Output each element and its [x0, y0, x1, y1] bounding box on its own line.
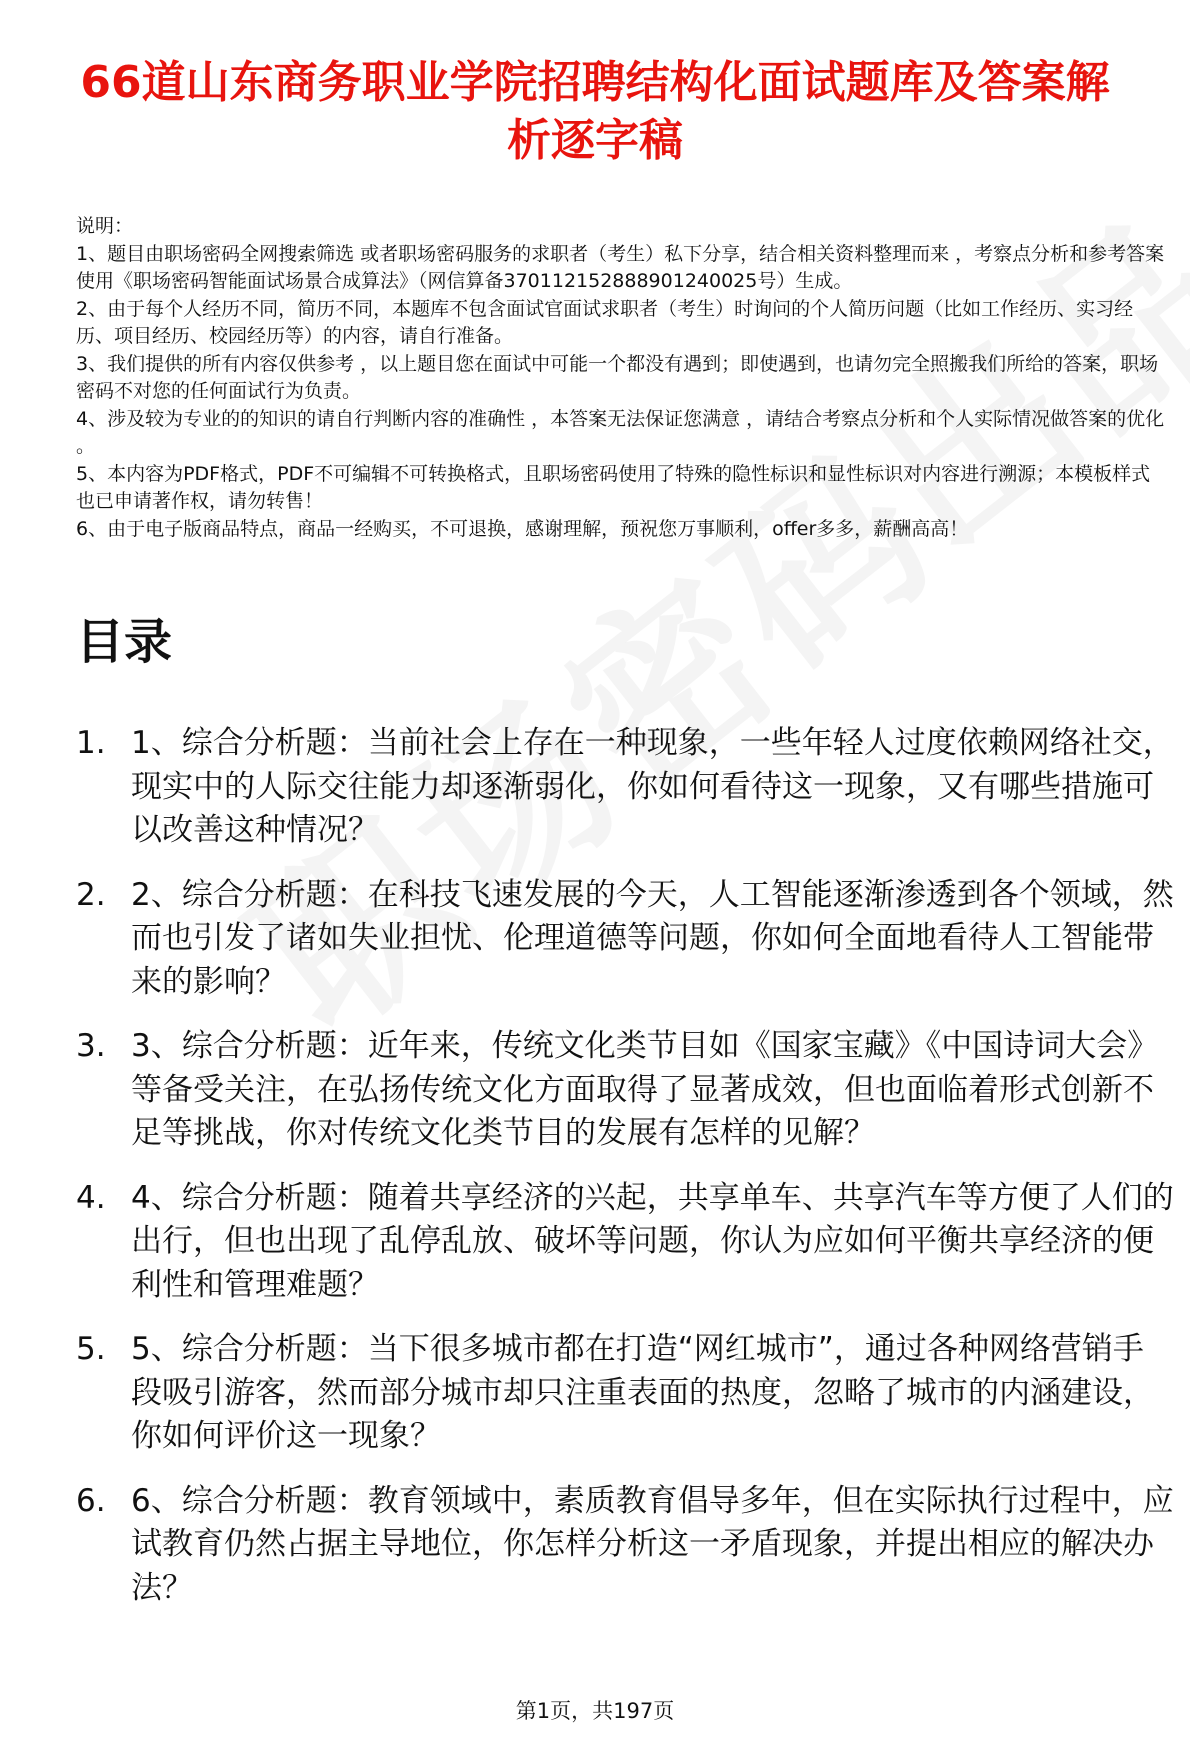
note-item: 6、由于电子版商品特点，商品一经购买，不可退换，感谢理解，预祝您万事顺利，offer多多，薪酬高高！: [76, 517, 969, 540]
toc-item-number: 5.: [76, 1331, 106, 1367]
toc-item[interactable]: [76, 1025, 1174, 1156]
toc-item-number: 1.: [76, 725, 106, 761]
toc-item-number: 2.: [76, 876, 106, 913]
toc-heading: 目录: [76, 614, 173, 670]
toc-item-text[interactable]: 5、综合分析题：当下很多城市都在打造“网红城市”，通过各种网络营销手段吸引游客，然而部分城市却只注重表面的热度，忽略了城市的内涵建设，你如何评价这一现象？: [131, 1331, 1154, 1454]
document-title: 66道山东商务职业学院招聘结构化面试题库及答案解析逐字稿: [80, 57, 1110, 166]
toc-item[interactable]: [76, 874, 1174, 1005]
notes-section: [76, 213, 1166, 543]
toc-item-text[interactable]: 3、综合分析题：近年来，传统文化类节目如《国家宝藏》《中国诗词大会》等备受关注，在弘扬传统文化方面取得了显著成效，但也面临着形式创新不足等挑战，你对传统文化类节目的发展有怎样的见解？: [131, 1028, 1159, 1151]
toc-item-text[interactable]: 4、综合分析题：随着共享经济的兴起，共享单车、共享汽车等方便了人们的出行，但也出现了乱停乱放、破坏等问题，你认为应如何平衡共享经济的便利性和管理难题？: [131, 1179, 1174, 1303]
note-item: 3、我们提供的所有内容仅供参考 ，以上题目您在面试中可能一个都没有遇到；即使遇到，也请勿完全照搬我们所给的答案，职场密码不对您的任何面试行为负责。: [76, 352, 1159, 402]
note-item: 5、本内容为PDF格式，PDF不可编辑不可转换格式，且职场密码使用了特殊的隐性标识和显性标识对内容进行溯源；本模板样式也已申请著作权，请勿转售！: [76, 462, 1151, 512]
note-item: 2、由于每个人经历不同，简历不同，本题库不包含面试官面试求职者（考生）时询问的个人简历问题（比如工作经历、实习经历、项目经历、校园经历等）的内容，请自行准备。: [76, 297, 1134, 347]
toc-item-text[interactable]: 1、综合分析题：当前社会上存在一种现象，一些年轻人过度依赖网络社交，现实中的人际交往能力却逐渐弱化，你如何看待这一现象，又有哪些措施可以改善这种情况？: [131, 725, 1174, 848]
toc-item-number: 4.: [76, 1179, 106, 1216]
toc-item[interactable]: [76, 722, 1174, 853]
note-item: 1、题目由职场密码全网搜索筛选 或者职场密码服务的求职者（考生）私下分享，结合相关资料整理而来 ，考察点分析和参考答案使用《职场密码智能面试场景合成算法》（网信算备370112152888901240025号）生成。: [76, 242, 1165, 292]
toc-item[interactable]: [76, 1328, 1174, 1459]
toc-item-text[interactable]: 6、综合分析题：教育领域中，素质教育倡导多年，但在实际执行过程中，应试教育仍然占据主导地位，你怎样分析这一矛盾现象，并提出相应的解决办法？: [131, 1482, 1174, 1606]
toc-item-number: 6.: [76, 1482, 106, 1519]
toc-item-number: 3.: [76, 1028, 106, 1064]
table-of-contents: [76, 722, 1174, 1631]
toc-item-text[interactable]: 2、综合分析题：在科技飞速发展的今天，人工智能逐渐渗透到各个领域，然而也引发了诸如失业担忧、伦理道德等问题，你如何全面地看待人工智能带来的影响？: [131, 876, 1174, 1000]
toc-item[interactable]: [76, 1177, 1174, 1308]
toc-item[interactable]: [76, 1480, 1174, 1611]
page-footer: 第1页，共197页: [515, 1699, 675, 1723]
note-item: 4、涉及较为专业的的知识的请自行判断内容的准确性 ，本答案无法保证您满意 ，请结合考察点分析和个人实际情况做答案的优化 。: [76, 407, 1165, 457]
notes-label: 说明：: [76, 215, 134, 237]
